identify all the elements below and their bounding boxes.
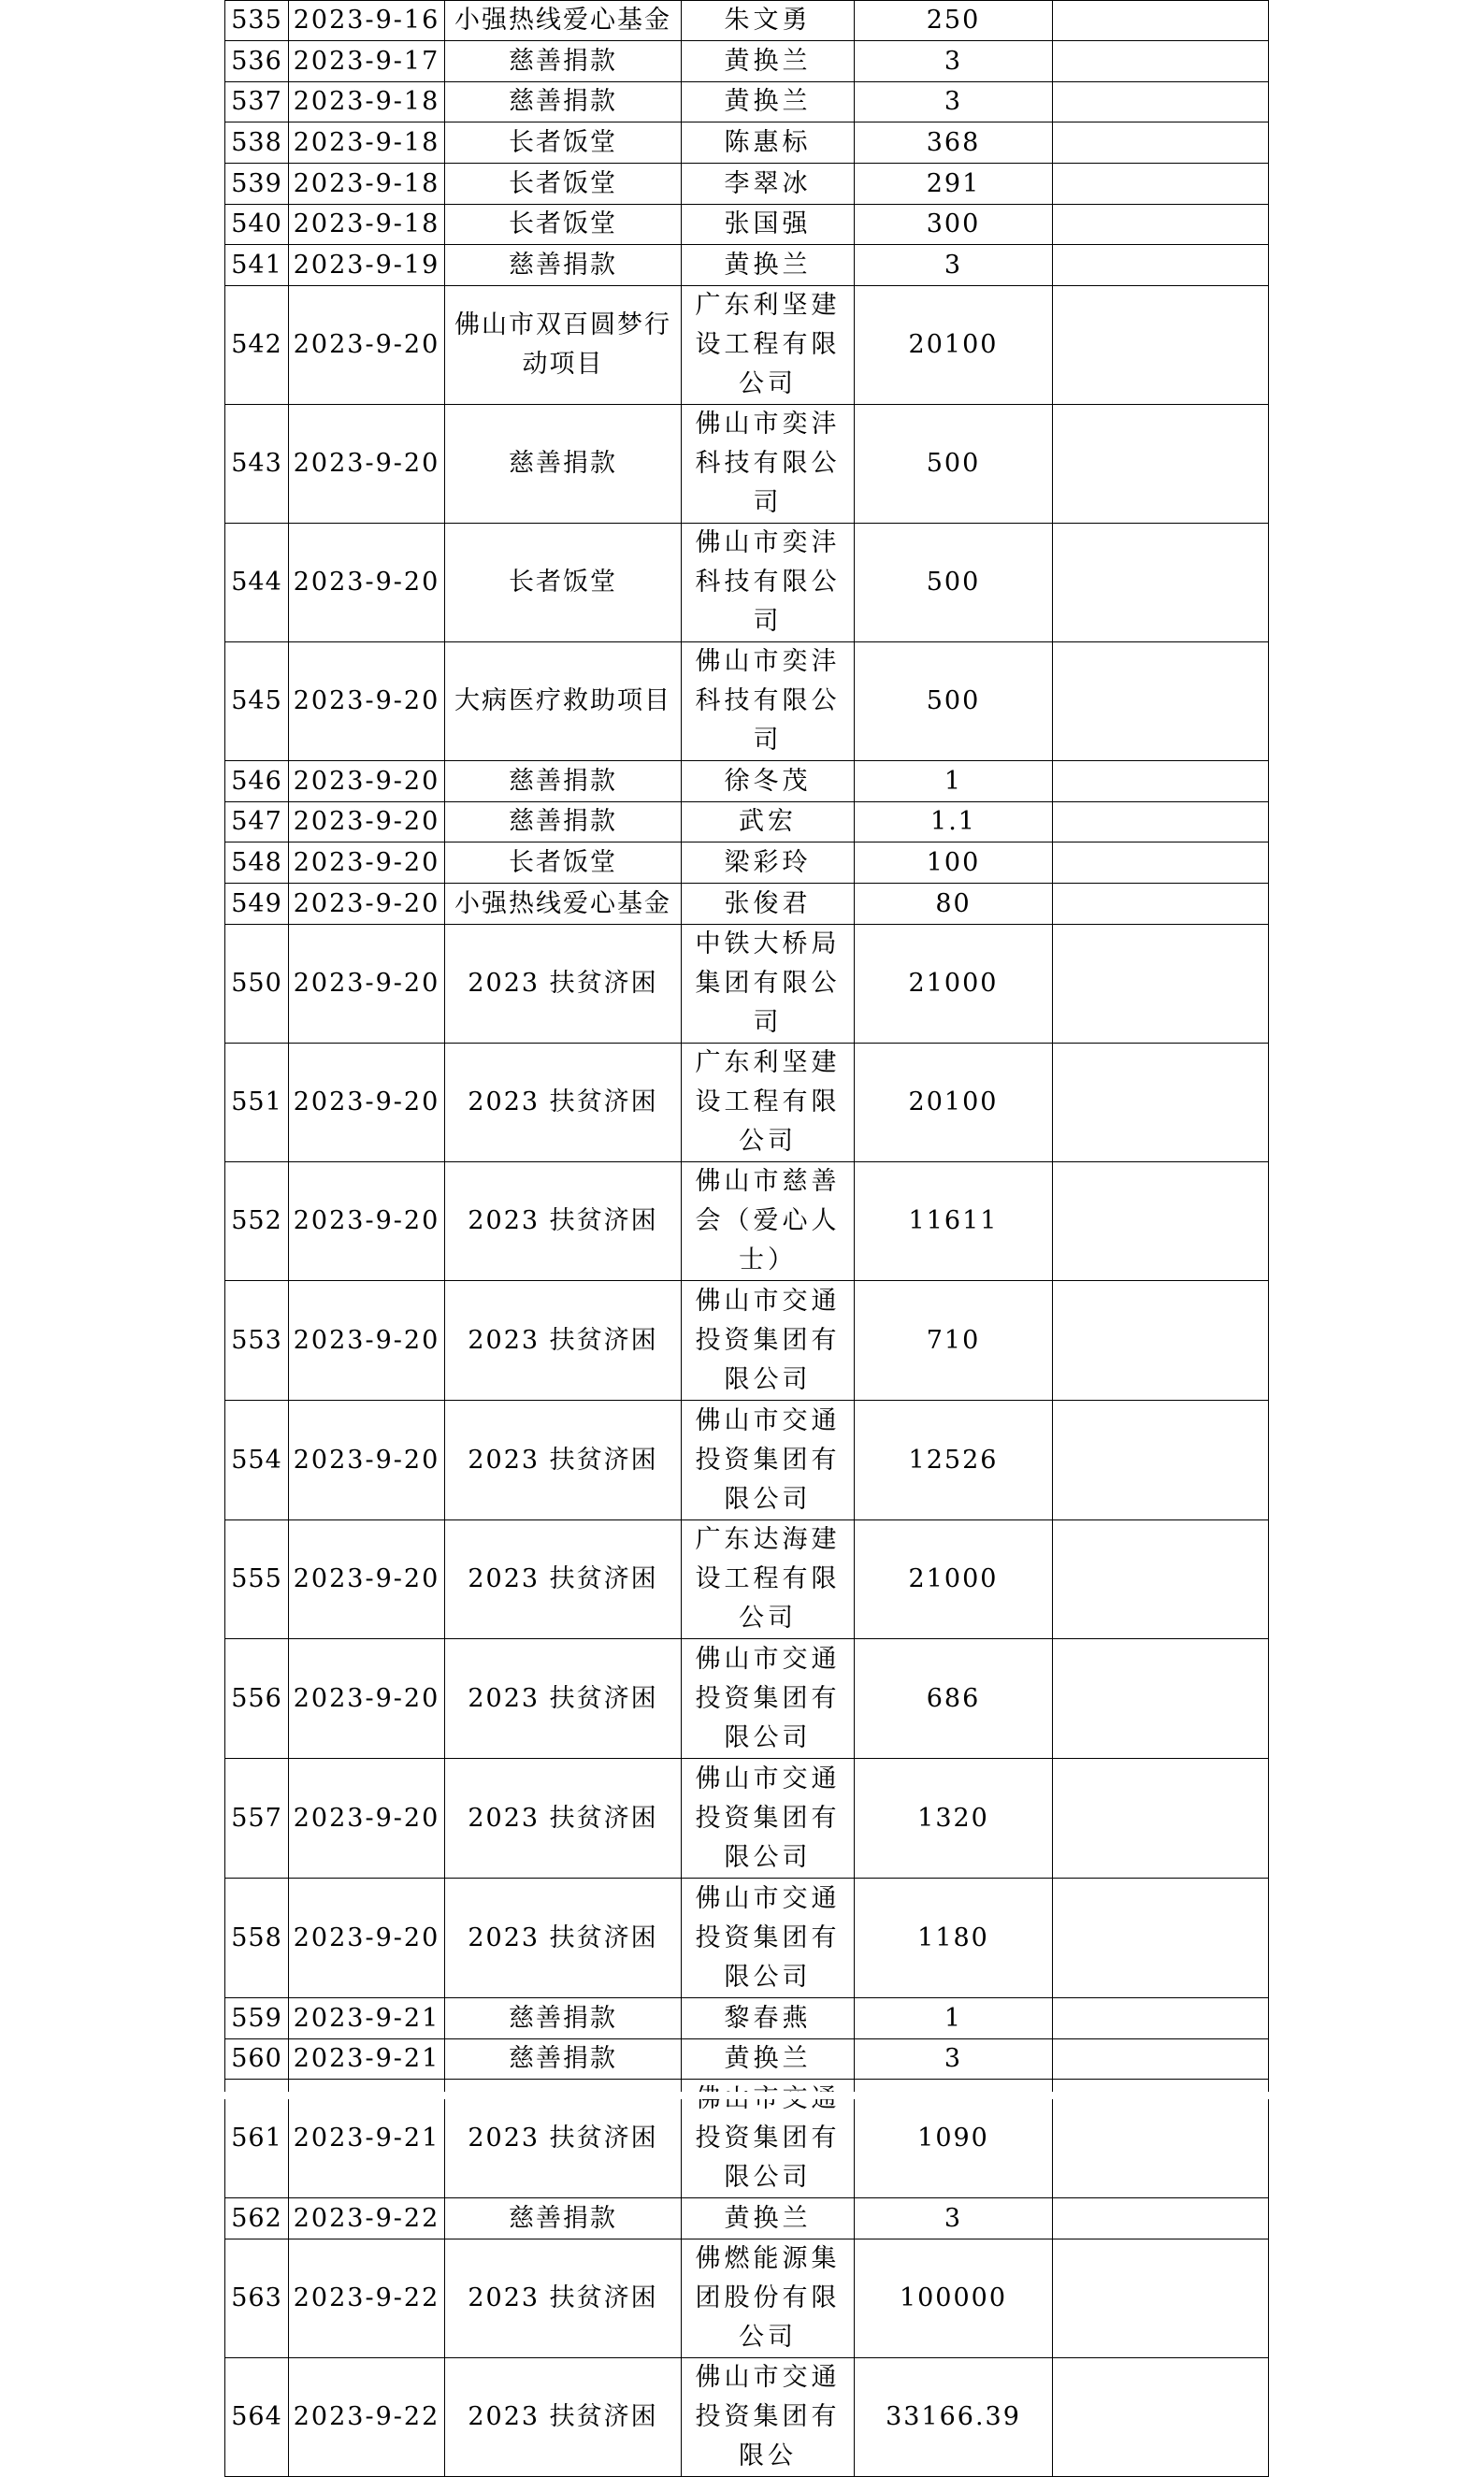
- donation-date-cell: 2023-9-20: [289, 1879, 445, 1998]
- row-number-cell: 542: [225, 286, 289, 405]
- project-name-cell: 2023 扶贫济困: [445, 1281, 682, 1401]
- donation-date-cell: 2023-9-18: [289, 164, 445, 205]
- table-row: [225, 642, 1269, 761]
- donor-name-cell: 黄换兰: [682, 41, 855, 82]
- project-name-cell: 2023 扶贫济困: [445, 2239, 682, 2358]
- donor-name-cell: 佛山市交通投资集团有限公司: [682, 1879, 855, 1998]
- row-number-cell: 560: [225, 2039, 289, 2080]
- table-row: [225, 1044, 1269, 1162]
- row-number-cell: 539: [225, 164, 289, 205]
- project-name-cell: 小强热线爱心基金: [445, 1, 682, 41]
- remark-cell: [1053, 1520, 1269, 1639]
- donation-amount-cell: 33166.39: [855, 2358, 1053, 2477]
- row-number-cell: 551: [225, 1044, 289, 1162]
- table-row: [225, 1281, 1269, 1401]
- donor-name-cell: 武宏: [682, 802, 855, 842]
- donation-amount-cell: 3: [855, 245, 1053, 286]
- donation-amount-cell: 20100: [855, 286, 1053, 405]
- project-name-cell: 2023 扶贫济困: [445, 2080, 682, 2198]
- donation-date-cell: 2023-9-21: [289, 1998, 445, 2039]
- donor-name-cell: 黄换兰: [682, 245, 855, 286]
- remark-cell: [1053, 761, 1269, 802]
- table-row: [225, 1520, 1269, 1639]
- donation-date-cell: 2023-9-18: [289, 205, 445, 245]
- donation-amount-cell: 100000: [855, 2239, 1053, 2358]
- remark-cell: [1053, 245, 1269, 286]
- donation-amount-cell: 21000: [855, 1520, 1053, 1639]
- project-name-cell: 慈善捐款: [445, 802, 682, 842]
- row-number-cell: 559: [225, 1998, 289, 2039]
- project-name-cell: 2023 扶贫济困: [445, 1162, 682, 1281]
- donation-date-cell: 2023-9-19: [289, 245, 445, 286]
- row-number-cell: 562: [225, 2198, 289, 2239]
- table-row: [225, 2358, 1269, 2477]
- row-number-cell: 549: [225, 884, 289, 925]
- row-number-cell: 545: [225, 642, 289, 761]
- table-row: [225, 1759, 1269, 1879]
- remark-cell: [1053, 884, 1269, 925]
- donation-amount-cell: 3: [855, 41, 1053, 82]
- donation-date-cell: 2023-9-21: [289, 2039, 445, 2080]
- donation-date-cell: 2023-9-20: [289, 1044, 445, 1162]
- row-number-cell: 548: [225, 842, 289, 884]
- donation-date-cell: 2023-9-18: [289, 82, 445, 122]
- remark-cell: [1053, 1, 1269, 41]
- project-name-cell: 慈善捐款: [445, 2039, 682, 2080]
- donation-amount-cell: 1090: [855, 2080, 1053, 2198]
- table-row: [225, 1998, 1269, 2039]
- row-number-cell: 543: [225, 405, 289, 524]
- project-name-cell: 慈善捐款: [445, 2198, 682, 2239]
- donation-amount-cell: 291: [855, 164, 1053, 205]
- remark-cell: [1053, 1639, 1269, 1759]
- donation-date-cell: 2023-9-18: [289, 122, 445, 164]
- project-name-cell: 2023 扶贫济困: [445, 925, 682, 1044]
- donor-name-cell: 投资集团有限公司: [682, 2080, 855, 2198]
- row-number-cell: 561: [225, 2080, 289, 2198]
- remark-cell: [1053, 41, 1269, 82]
- remark-cell: [1053, 802, 1269, 842]
- donation-amount-cell: 1320: [855, 1759, 1053, 1879]
- table-row: [225, 1, 1269, 41]
- donation-amount-cell: 11611: [855, 1162, 1053, 1281]
- table-row: [225, 41, 1269, 82]
- donor-name-cell: 中铁大桥局集团有限公司: [682, 925, 855, 1044]
- table-row: [225, 842, 1269, 884]
- remark-cell: [1053, 2358, 1269, 2477]
- donation-date-cell: 2023-9-20: [289, 884, 445, 925]
- donor-name-cell: 佛山市奕沣科技有限公司: [682, 524, 855, 642]
- table-row: [225, 2198, 1269, 2239]
- project-name-cell: 慈善捐款: [445, 1998, 682, 2039]
- donation-date-cell: 2023-9-22: [289, 2198, 445, 2239]
- project-name-cell: 2023 扶贫济困: [445, 1879, 682, 1998]
- donor-name-cell: 佛山市交通投资集团有限公: [682, 2358, 855, 2477]
- donor-name-cell: 佛山市慈善会（爱心人士）: [682, 1162, 855, 1281]
- row-number-cell: 554: [225, 1401, 289, 1520]
- donor-name-cell: 梁彩玲: [682, 842, 855, 884]
- project-name-cell: 2023 扶贫济困: [445, 1759, 682, 1879]
- donor-name-cell: 黄换兰: [682, 82, 855, 122]
- project-name-cell: 慈善捐款: [445, 41, 682, 82]
- project-name-cell: 长者饭堂: [445, 164, 682, 205]
- donation-date-cell: 2023-9-20: [289, 1281, 445, 1401]
- donor-name-cell: 朱文勇: [682, 1, 855, 41]
- remark-cell: [1053, 642, 1269, 761]
- donation-amount-cell: 368: [855, 122, 1053, 164]
- row-number-cell: 546: [225, 761, 289, 802]
- row-number-cell: 564: [225, 2358, 289, 2477]
- donation-amount-cell: 710: [855, 1281, 1053, 1401]
- donor-name-cell: 广东达海建设工程有限公司: [682, 1520, 855, 1639]
- donation-date-cell: 2023-9-22: [289, 2358, 445, 2477]
- project-name-cell: 2023 扶贫济困: [445, 1044, 682, 1162]
- project-name-cell: 2023 扶贫济困: [445, 1401, 682, 1520]
- remark-cell: [1053, 205, 1269, 245]
- row-number-cell: 535: [225, 1, 289, 41]
- donation-amount-cell: 3: [855, 2198, 1053, 2239]
- table-row: [225, 2239, 1269, 2358]
- donor-name-cell: 李翠冰: [682, 164, 855, 205]
- row-number-cell: 538: [225, 122, 289, 164]
- row-number-cell: 544: [225, 524, 289, 642]
- donor-name-cell: 黄换兰: [682, 2039, 855, 2080]
- donation-date-cell: 2023-9-20: [289, 1162, 445, 1281]
- remark-cell: [1053, 1281, 1269, 1401]
- row-number-cell: 550: [225, 925, 289, 1044]
- remark-cell: [1053, 2039, 1269, 2080]
- donation-amount-cell: 500: [855, 405, 1053, 524]
- donor-name-cell: 徐冬茂: [682, 761, 855, 802]
- donation-date-cell: 2023-9-20: [289, 1759, 445, 1879]
- donor-name-cell: 广东利坚建设工程有限公司: [682, 1044, 855, 1162]
- donation-amount-cell: 1: [855, 1998, 1053, 2039]
- donation-table-body: [225, 1, 1269, 2477]
- donation-amount-cell: 250: [855, 1, 1053, 41]
- donor-name-cell: 张国强: [682, 205, 855, 245]
- donor-name-cell: 佛山市交通投资集团有限公司: [682, 1281, 855, 1401]
- table-row: [225, 82, 1269, 122]
- remark-cell: [1053, 2239, 1269, 2358]
- project-name-cell: 小强热线爱心基金: [445, 884, 682, 925]
- table-row: [225, 1162, 1269, 1281]
- donation-date-cell: 2023-9-20: [289, 842, 445, 884]
- remark-cell: [1053, 82, 1269, 122]
- donor-name-cell: 佛山市交通投资集团有限公司: [682, 1401, 855, 1520]
- donor-name-cell: 佛山市奕沣科技有限公司: [682, 405, 855, 524]
- project-name-cell: 2023 扶贫济困: [445, 1520, 682, 1639]
- donation-date-cell: 2023-9-20: [289, 925, 445, 1044]
- project-name-cell: 2023 扶贫济困: [445, 2358, 682, 2477]
- donor-name-cell: 陈惠标: [682, 122, 855, 164]
- row-number-cell: 536: [225, 41, 289, 82]
- row-number-cell: 553: [225, 1281, 289, 1401]
- row-number-cell: 541: [225, 245, 289, 286]
- table-row: [225, 761, 1269, 802]
- table-row: [225, 164, 1269, 205]
- table-row: [225, 405, 1269, 524]
- donation-date-cell: 2023-9-20: [289, 286, 445, 405]
- donor-name-cell: 佛山市交通投资集团有限公司: [682, 1639, 855, 1759]
- row-number-cell: 552: [225, 1162, 289, 1281]
- donation-amount-cell: 100: [855, 842, 1053, 884]
- donation-amount-cell: 3: [855, 2039, 1053, 2080]
- project-name-cell: 慈善捐款: [445, 761, 682, 802]
- donor-name-cell: 黄换兰: [682, 2198, 855, 2239]
- donation-amount-cell: 20100: [855, 1044, 1053, 1162]
- remark-cell: [1053, 842, 1269, 884]
- remark-cell: [1053, 925, 1269, 1044]
- table-row: [225, 2039, 1269, 2080]
- donation-amount-cell: 1.1: [855, 802, 1053, 842]
- row-number-cell: 540: [225, 205, 289, 245]
- donation-date-cell: 2023-9-20: [289, 802, 445, 842]
- donation-date-cell: 2023-9-21: [289, 2080, 445, 2198]
- row-number-cell: 558: [225, 1879, 289, 1998]
- project-name-cell: 佛山市双百圆梦行动项目: [445, 286, 682, 405]
- page-bottom-margin: [0, 2092, 1484, 2099]
- project-name-cell: 长者饭堂: [445, 205, 682, 245]
- remark-cell: [1053, 524, 1269, 642]
- remark-cell: [1053, 1998, 1269, 2039]
- donation-amount-cell: 1180: [855, 1879, 1053, 1998]
- project-name-cell: 2023 扶贫济困: [445, 1639, 682, 1759]
- donation-date-cell: 2023-9-17: [289, 41, 445, 82]
- remark-cell: [1053, 122, 1269, 164]
- donation-amount-cell: 1: [855, 761, 1053, 802]
- remark-cell: [1053, 1879, 1269, 1998]
- donation-table: [224, 0, 1269, 2477]
- donation-date-cell: 2023-9-20: [289, 642, 445, 761]
- row-number-cell: 555: [225, 1520, 289, 1639]
- table-row: [225, 802, 1269, 842]
- donation-date-cell: 2023-9-20: [289, 1401, 445, 1520]
- row-number-cell: 563: [225, 2239, 289, 2358]
- table-row: [225, 524, 1269, 642]
- donation-date-cell: 2023-9-22: [289, 2239, 445, 2358]
- project-name-cell: 慈善捐款: [445, 82, 682, 122]
- table-row: [225, 122, 1269, 164]
- donation-date-cell: 2023-9-20: [289, 761, 445, 802]
- donor-name-cell: 佛燃能源集团股份有限公司: [682, 2239, 855, 2358]
- remark-cell: [1053, 1162, 1269, 1281]
- project-name-cell: 慈善捐款: [445, 245, 682, 286]
- project-name-cell: 长者饭堂: [445, 524, 682, 642]
- donation-date-cell: 2023-9-20: [289, 524, 445, 642]
- donation-date-cell: 2023-9-20: [289, 1520, 445, 1639]
- donation-amount-cell: 80: [855, 884, 1053, 925]
- row-number-cell: 547: [225, 802, 289, 842]
- table-row: [225, 1879, 1269, 1998]
- donation-date-cell: 2023-9-20: [289, 1639, 445, 1759]
- donation-amount-cell: 12526: [855, 1401, 1053, 1520]
- row-number-cell: 537: [225, 82, 289, 122]
- donor-name-cell: 张俊君: [682, 884, 855, 925]
- row-number-cell: 556: [225, 1639, 289, 1759]
- remark-cell: [1053, 2198, 1269, 2239]
- donation-amount-cell: 686: [855, 1639, 1053, 1759]
- donor-name-cell: 广东利坚建设工程有限公司: [682, 286, 855, 405]
- remark-cell: [1053, 1401, 1269, 1520]
- table-row: [225, 245, 1269, 286]
- project-name-cell: 长者饭堂: [445, 842, 682, 884]
- donation-amount-cell: 500: [855, 524, 1053, 642]
- row-number-cell: 557: [225, 1759, 289, 1879]
- project-name-cell: 大病医疗救助项目: [445, 642, 682, 761]
- remark-cell: [1053, 1759, 1269, 1879]
- table-row: [225, 884, 1269, 925]
- table-row: [225, 925, 1269, 1044]
- table-row: [225, 205, 1269, 245]
- remark-cell: [1053, 405, 1269, 524]
- donation-amount-cell: 500: [855, 642, 1053, 761]
- table-row: [225, 1639, 1269, 1759]
- donation-amount-cell: 3: [855, 82, 1053, 122]
- remark-cell: [1053, 286, 1269, 405]
- table-row: [225, 286, 1269, 405]
- donation-date-cell: 2023-9-20: [289, 405, 445, 524]
- table-row: [225, 1401, 1269, 1520]
- donor-name-cell: 黎春燕: [682, 1998, 855, 2039]
- project-name-cell: 长者饭堂: [445, 122, 682, 164]
- remark-cell: [1053, 1044, 1269, 1162]
- project-name-cell: 慈善捐款: [445, 405, 682, 524]
- donor-name-cell: 佛山市交通投资集团有限公司: [682, 1759, 855, 1879]
- donation-amount-cell: 21000: [855, 925, 1053, 1044]
- remark-cell: [1053, 164, 1269, 205]
- donation-date-cell: 2023-9-16: [289, 1, 445, 41]
- donor-name-cell: 佛山市奕沣科技有限公司: [682, 642, 855, 761]
- donation-amount-cell: 300: [855, 205, 1053, 245]
